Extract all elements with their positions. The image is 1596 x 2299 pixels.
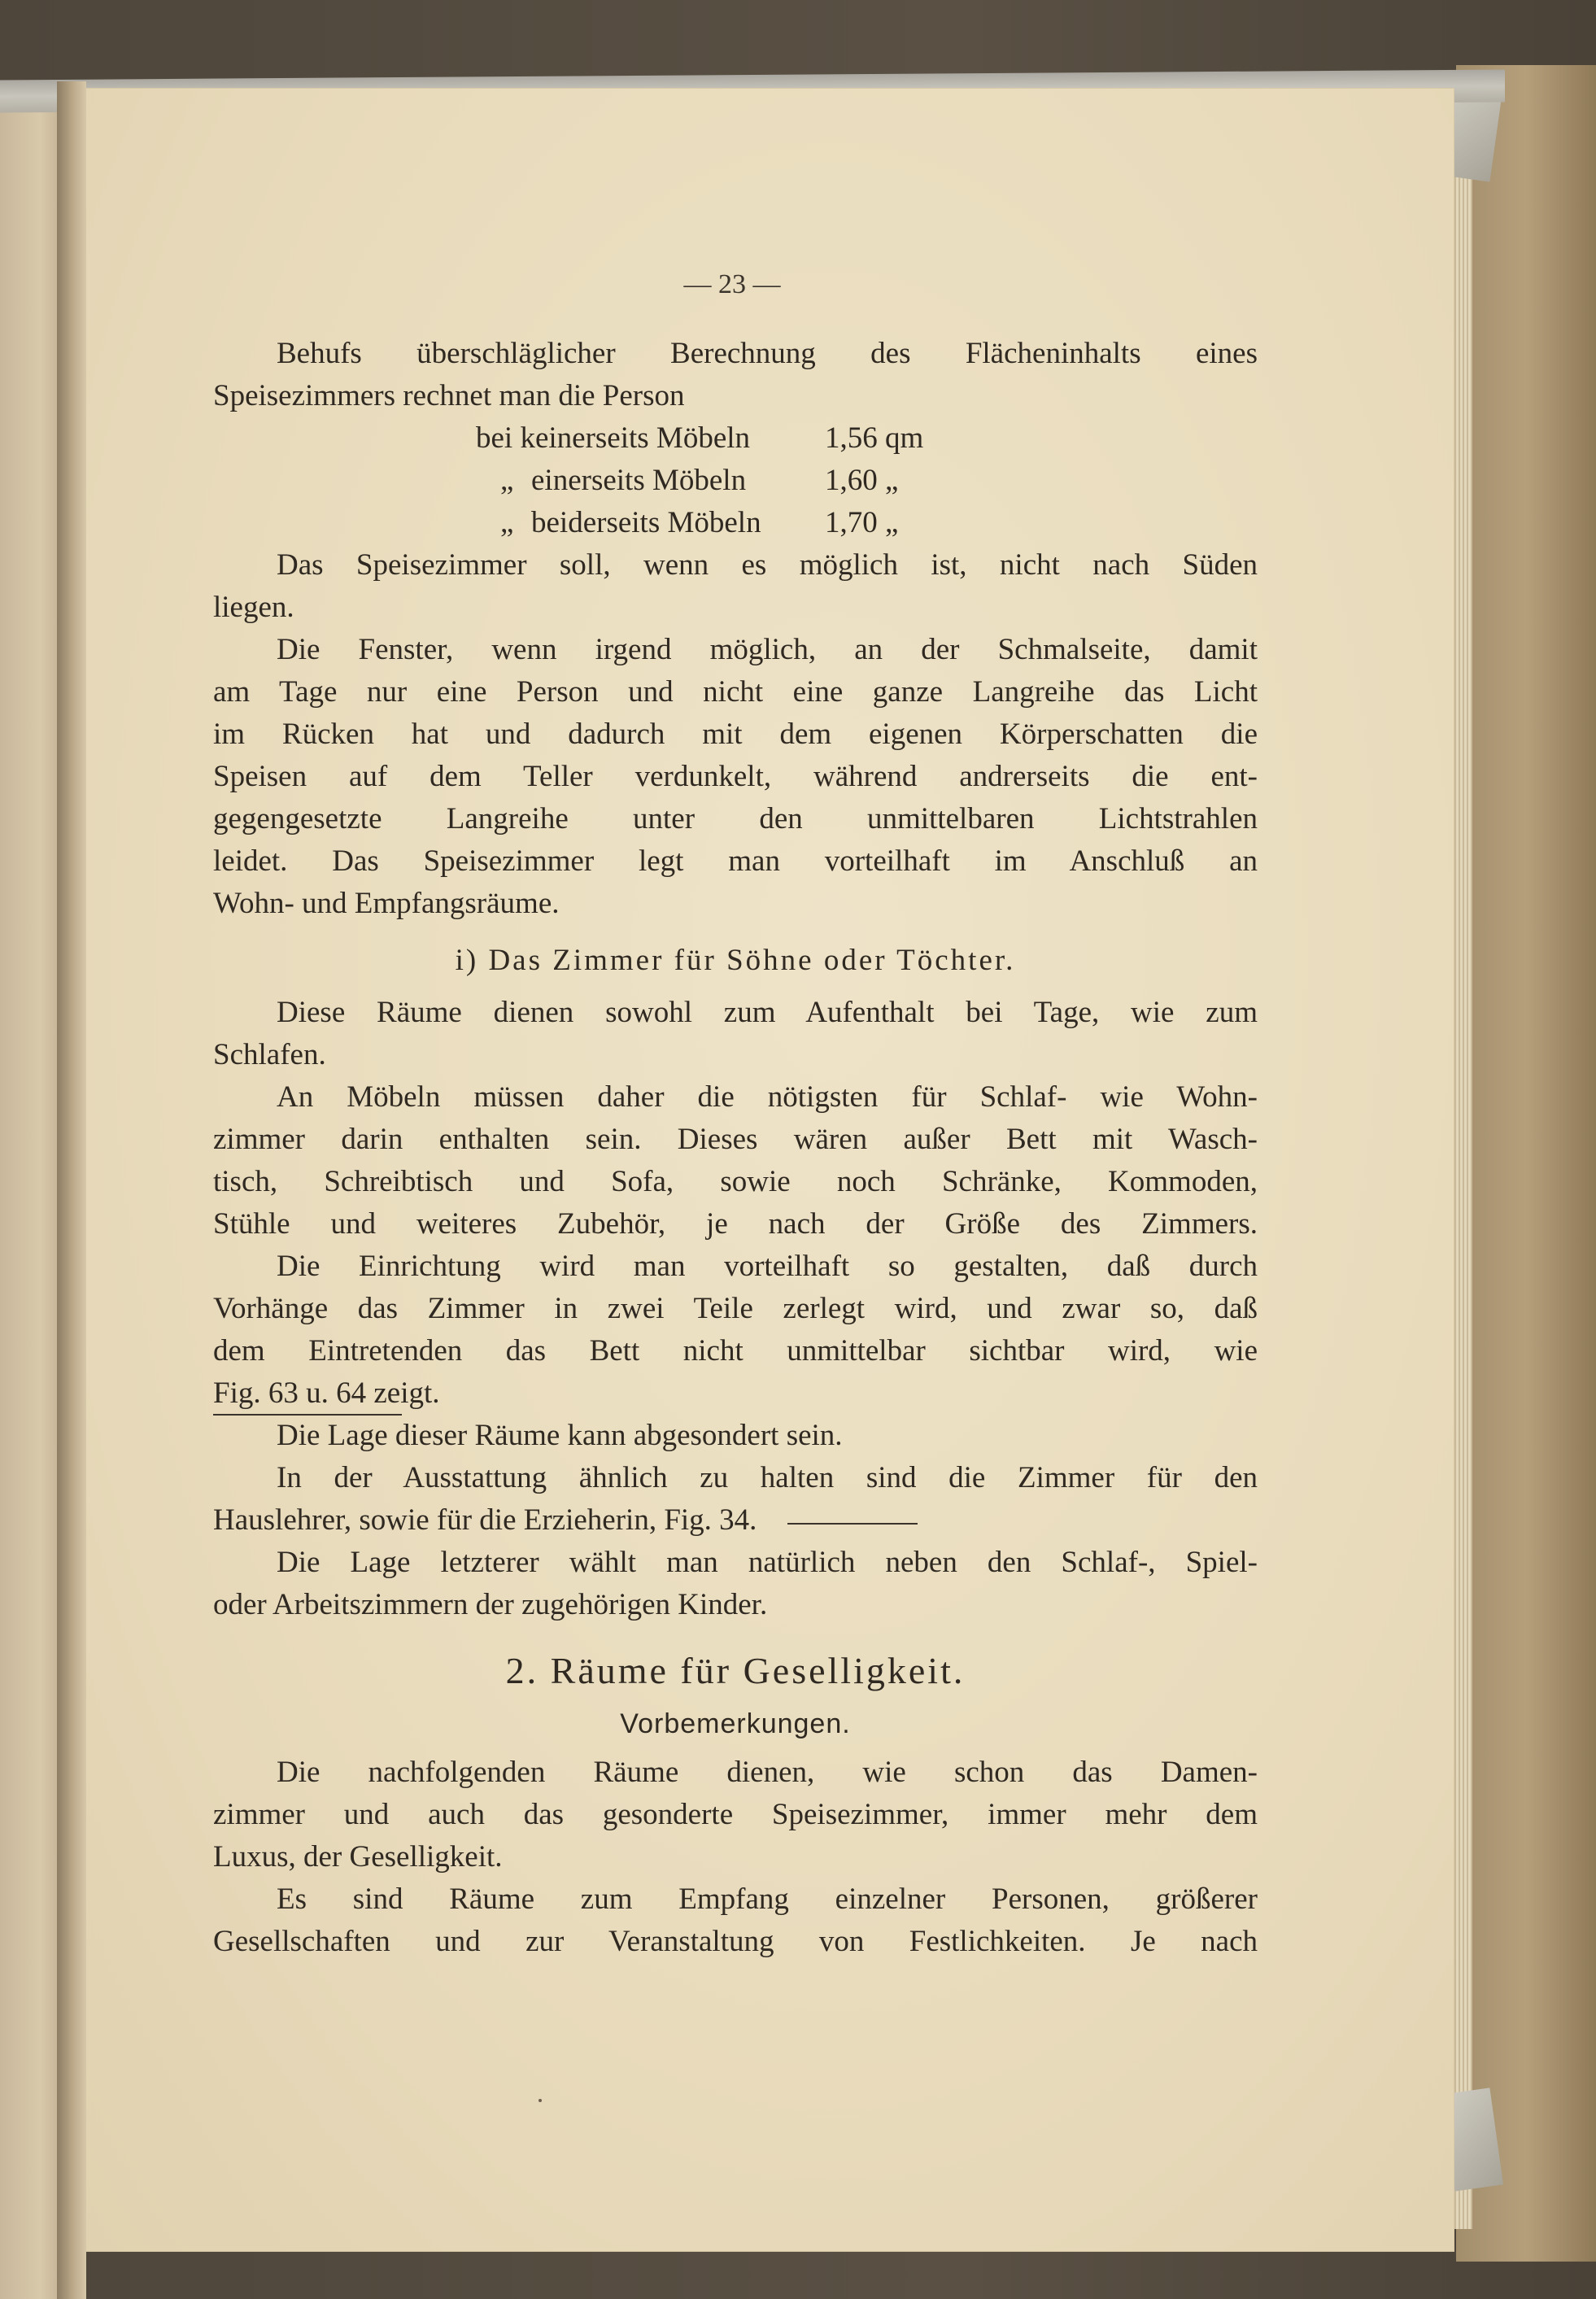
text-line: oder Arbeitszimmern der zugehörigen Kinder.: [213, 1588, 768, 1621]
section-heading: i) Das Zimmer für Söhne oder Töchter.: [455, 944, 1016, 977]
back-board: [1456, 65, 1596, 2262]
text-line: Gesellschaften und zur Veranstaltung von Festlichkeiten. Je nach: [213, 1925, 1258, 1958]
text-line: im Rücken hat und dadurch mit dem eigenen Körperschatten die: [213, 718, 1258, 751]
text-line: dem Eintretenden das Bett nicht unmittelbar sichtbar wird, wie: [213, 1334, 1258, 1368]
text-line: Das Speisezimmer soll, wenn es möglich ist, nicht nach Süden: [277, 548, 1258, 582]
text-line: Behufs überschläglicher Berechnung des Flächeninhalts eines: [277, 337, 1258, 370]
text-line: Schlafen.: [213, 1038, 326, 1071]
table-row-value: 1,56 qm: [825, 421, 924, 455]
text-line: leidet. Das Speisezimmer legt man vorteilhaft im Anschluß an: [213, 844, 1258, 878]
text-line: Die nachfolgenden Räume dienen, wie schon das Damen-: [277, 1756, 1258, 1789]
figure-reference-underline: [787, 1523, 918, 1525]
text-line: Luxus, der Geselligkeit.: [213, 1840, 503, 1874]
ditto-mark: „: [500, 506, 514, 539]
page-gutter: [57, 81, 86, 2299]
subheading: Vorbemerkungen.: [620, 1708, 851, 1739]
text-line: Wohn- und Empfangsräume.: [213, 887, 560, 920]
text-line: Hauslehrer, sowie für die Erzieherin, Fig. 34.: [213, 1503, 757, 1537]
text-line: liegen.: [213, 591, 294, 624]
page-number: — 23 —: [683, 269, 781, 299]
table-row-label: beiderseits Möbeln: [531, 506, 761, 539]
text-line: In der Ausstattung ähnlich zu halten sind die Zimmer für den: [277, 1461, 1258, 1494]
paper-speck: [539, 2099, 542, 2102]
table-row-value: 1,60 „: [825, 464, 899, 497]
text-line: Fig. 63 u. 64 zeigt.: [213, 1376, 440, 1410]
text-line: Stühle und weiteres Zubehör, je nach der Größe des Zimmers.: [213, 1207, 1258, 1241]
text-line: Speisezimmers rechnet man die Person: [213, 379, 685, 412]
ditto-mark: „: [500, 464, 514, 497]
text-line: An Möbeln müssen daher die nötigsten für Schlaf- wie Wohn-: [277, 1080, 1258, 1114]
text-line: Die Lage dieser Räume kann abgesondert sein.: [277, 1419, 843, 1452]
text-line: Es sind Räume zum Empfang einzelner Personen, größerer: [277, 1882, 1258, 1916]
text-line: gegengesetzte Langreihe unter den unmittelbaren Lichtstrahlen: [213, 802, 1258, 835]
text-line: Die Lage letzterer wählt man natürlich neben den Schlaf-, Spiel-: [277, 1546, 1258, 1579]
figure-reference-underline: [213, 1414, 402, 1416]
text-line: am Tage nur eine Person und nicht eine ganze Langreihe das Licht: [213, 675, 1258, 709]
table-row-label: bei keinerseits Möbeln: [476, 421, 751, 455]
text-line: Speisen auf dem Teller verdunkelt, während andrerseits die ent-: [213, 760, 1258, 793]
text-line: Vorhänge das Zimmer in zwei Teile zerlegt wird, und zwar so, daß: [213, 1292, 1258, 1325]
text-line: zimmer darin enthalten sein. Dieses wären außer Bett mit Wasch-: [213, 1123, 1258, 1156]
text-line: Die Fenster, wenn irgend möglich, an der Schmalseite, damit: [277, 633, 1258, 666]
text-line: Diese Räume dienen sowohl zum Aufenthalt bei Tage, wie zum: [277, 996, 1258, 1029]
table-row-value: 1,70 „: [825, 506, 899, 539]
text-line: zimmer und auch das gesonderte Speisezimmer, immer mehr dem: [213, 1798, 1258, 1831]
chapter-heading: 2. Räume für Geselligkeit.: [505, 1650, 966, 1691]
text-line: Die Einrichtung wird man vorteilhaft so gestalten, daß durch: [277, 1250, 1258, 1283]
text-line: tisch, Schreibtisch und Sofa, sowie noch Schränke, Kommoden,: [213, 1165, 1258, 1198]
table-row-label: einerseits Möbeln: [531, 464, 747, 497]
